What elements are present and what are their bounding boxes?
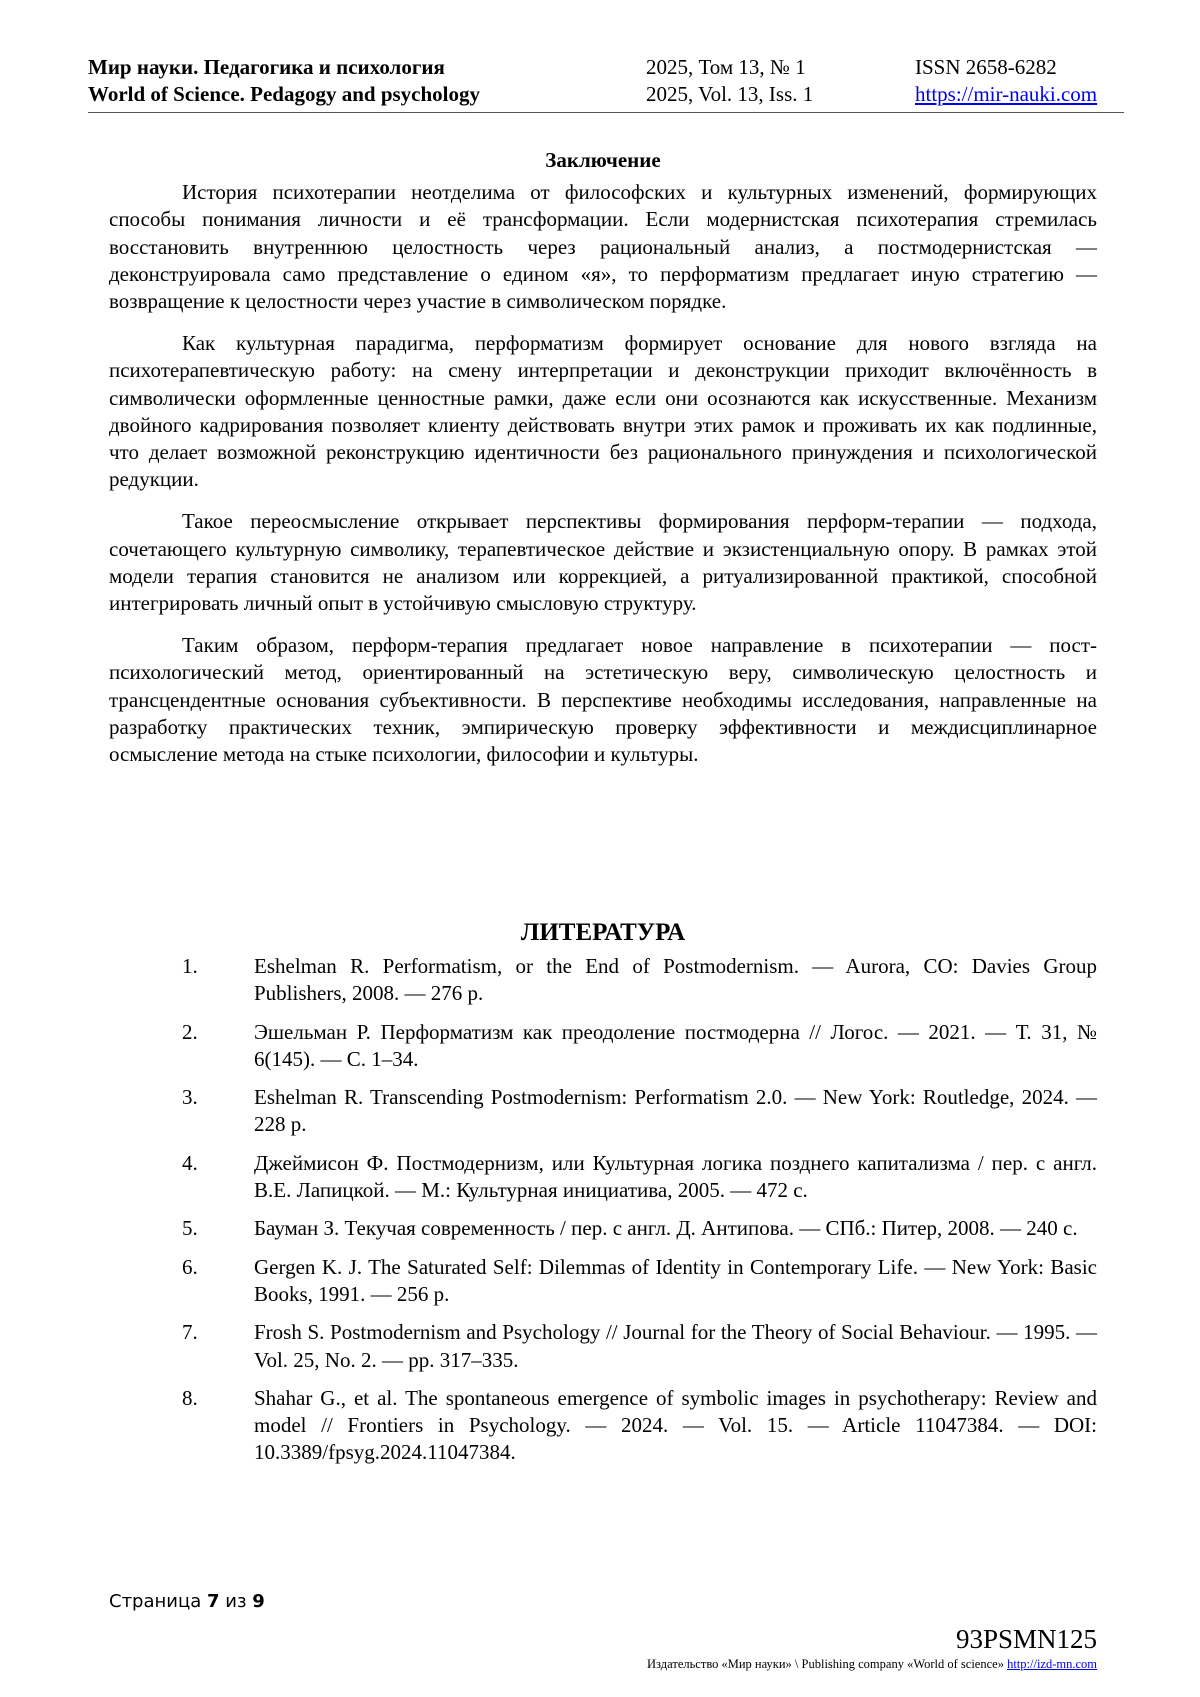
reference-number: 1. — [182, 954, 198, 978]
reference-item — [109, 1319, 1097, 1374]
reference-text: Бауман З. Текучая современность / пер. с англ. Д. Антипова. — СПб.: Питер, 2008. — 240 с. — [254, 1216, 1078, 1241]
reference-text: Gergen K. J. The Saturated Self: Dilemmas of Identity in Contemporary Life. — New York: Basic Books, 1991. — 256 p. — [254, 1254, 1097, 1306]
page-total: 9 — [252, 1591, 265, 1612]
article-content — [109, 146, 1097, 783]
reference-text: Eshelman R. Transcending Postmodernism: Performatism 2.0. — New York: Routledge, 2024. — 228 p. — [254, 1085, 1097, 1137]
reference-number: 8. — [182, 1385, 198, 1410]
conclusion-paragraph: История психотерапии неотделима от философских и культурных изменений, формирующих способы понимания личности и её трансформации. Если модернистская психотерапия стремилась восстановить внутреннюю целостность через рациональный анализ, а постмодернистская — деконструировала само представление о едином «я», то перформатизм предлагает иную стратегию — возвращение к целостности через участие в символическом порядке. — [109, 180, 1097, 314]
journal-title-en: World of Science. Pedagogy and psychology — [88, 82, 481, 106]
reference-text: Frosh S. Postmodernism and Psychology // Journal for the Theory of Social Behaviour. — 1995. — Vol. 25, No. 2. — pp. 317–335. — [254, 1320, 1097, 1372]
reference-item — [109, 1385, 1097, 1467]
publisher-text: Издательство «Мир науки» \ Publishing company «World of science» — [647, 1657, 1004, 1671]
issue-info-en: 2025, Vol. 13, Iss. 1 — [646, 82, 814, 106]
reference-number: 5. — [182, 1216, 198, 1241]
reference-item — [109, 1084, 1097, 1139]
reference-item — [109, 1150, 1097, 1205]
page-counter — [109, 1590, 265, 1614]
page-current: 7 — [207, 1591, 220, 1612]
publisher-link[interactable]: http://izd-mn.com — [1007, 1657, 1097, 1671]
reference-text: Джеймисон Ф. Постмодернизм, или Культурная логика позднего капитализма / пер. с англ. В.Е. Лапицкой. — М.: Культурная инициатива, 2005. — 472 с. — [254, 1150, 1097, 1203]
page-word: Страница — [109, 1591, 202, 1612]
reference-item — [109, 953, 1097, 1008]
reference-number: 7. — [182, 1320, 198, 1345]
issn: ISSN 2658-6282 — [915, 55, 1057, 79]
reference-item — [109, 1019, 1097, 1074]
conclusion-heading: Заключение — [545, 148, 661, 172]
reference-list — [109, 953, 1097, 1467]
article-code: 93PSMN125 — [955, 1624, 1097, 1654]
page-of: из — [225, 1591, 247, 1612]
reference-item — [109, 1254, 1097, 1309]
publisher-credit — [647, 1656, 1097, 1672]
conclusion-paragraph: Как культурная парадигма, перформатизм формирует основание для нового взгляда на психотерапевтическую работу: на смену интерпретации и деконструкции приходит включённость в символически оформленные ценностные рамки, даже если они осознаются как искусственные. Механизм двойного кадрирования позволяет клиенту действовать внутри этих рамок и проживать их как подлинные, что делает возможной реконструкцию идентичности без рационального принуждения и психологической редукции. — [109, 330, 1097, 492]
conclusion-paragraph: Таким образом, перформ-терапия предлагает новое направление в психотерапии — пост-психологический метод, ориентированный на эстетическую веру, символическую целостность и трансцендентные основания субъективности. В перспективе необходимы исследования, направленные на разработку практических техник, эмпирическую проверку эффективности и междисциплинарное осмысление метода на стыке психологии, философии и культуры. — [109, 632, 1097, 767]
journal-title-ru: Мир науки. Педагогика и психология — [88, 55, 445, 79]
reference-text: Shahar G., et al. The spontaneous emergence of symbolic images in psychotherapy: Review and model // Frontiers in Psychology. — 2024. — Vol. 15. — Article 11047384. — DOI: 10.3389/fpsyg.2024.11047384. — [254, 1385, 1097, 1465]
header-row-english — [88, 81, 1124, 108]
reference-number: 6. — [182, 1254, 198, 1279]
journal-site-link[interactable]: https://mir-nauki.com — [915, 82, 1098, 106]
issue-info-ru: 2025, Том 13, № 1 — [646, 55, 806, 79]
reference-number: 4. — [182, 1150, 198, 1175]
references-section — [109, 917, 1097, 1478]
page-header — [88, 50, 1124, 113]
header-row-russian — [88, 54, 1124, 81]
reference-number: 2. — [182, 1019, 198, 1044]
reference-number: 3. — [182, 1085, 198, 1110]
reference-text: Эшельман Р. Перформатизм как преодоление постмодерна // Логос. — 2021. — Т. 31, № 6(145). — С. 1–34. — [254, 1019, 1097, 1071]
reference-text: Eshelman R. Performatism, or the End of Postmodernism. — Aurora, CO: Davies Group Publishers, 2008. — 276 p. — [254, 954, 1097, 1006]
references-heading: ЛИТЕРАТУРА — [520, 919, 686, 946]
conclusion-paragraph: Такое переосмысление открывает перспективы формирования перформ-терапии — подхода, сочетающего культурную символику, терапевтическое действие и экзистенциальную опору. В рамках этой модели терапия становится не анализом или коррекцией, а ритуализированной практикой, способной интегрировать личный опыт в устойчивую смысловую структуру. — [109, 509, 1097, 616]
reference-item — [109, 1215, 1097, 1242]
